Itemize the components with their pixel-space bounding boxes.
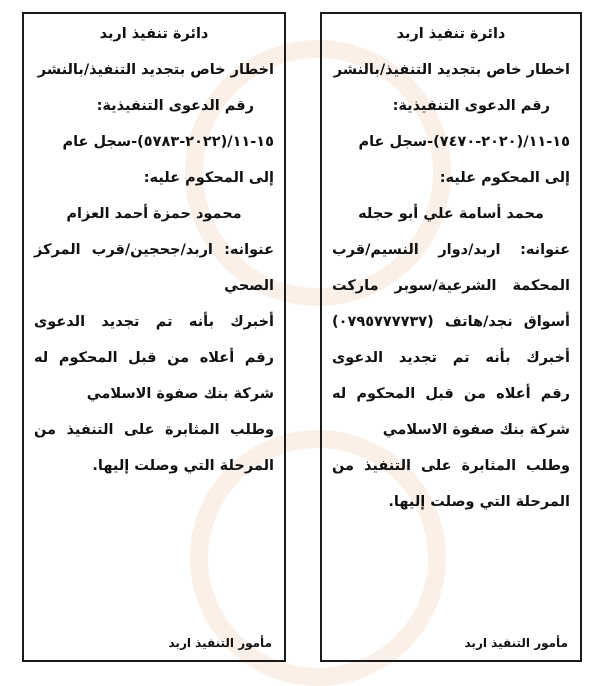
notice-title: دائرة تنفيذ اربد xyxy=(99,26,209,42)
address-line: عنوانه: اربد/دوار النسيم/قرب xyxy=(332,242,570,258)
to-label: إلى المحكوم عليه: xyxy=(439,170,570,186)
body-line: رقم أعلاه من قبل المحكوم له xyxy=(332,386,570,402)
address-line: أسواق نجد/هاتف (٠٧٩٥٧٧٧٧٣٧) xyxy=(332,314,570,330)
body-line: شركة بنك صفوة الاسلامي xyxy=(86,386,274,402)
defendant-name: محمود حمزة أحمد العزام xyxy=(66,206,242,222)
case-number: ١٥-١١/(٢٠٢٢-٥٧٨٣)-سجل عام xyxy=(62,134,274,150)
signature: مأمور التنفيذ اربد xyxy=(464,636,568,650)
notice-title: دائرة تنفيذ اربد xyxy=(396,26,506,42)
body-line: رقم أعلاه من قبل المحكوم له xyxy=(34,350,274,366)
body-line: المرحلة التي وصلت إليها. xyxy=(92,458,274,474)
body-line: شركة بنك صفوة الاسلامي xyxy=(382,422,570,438)
notice-subject: اخطار خاص بتجديد التنفيذ/بالنشر xyxy=(333,62,570,78)
notice-left xyxy=(22,12,286,662)
case-number: ١٥-١١/(٢٠٢٠-٧٤٧٠)-سجل عام xyxy=(358,134,570,150)
body-line: المرحلة التي وصلت إليها. xyxy=(388,494,570,510)
address-line: عنوانه: اربد/جحجين/قرب المركز xyxy=(34,242,274,258)
address-line: الصحي xyxy=(224,278,274,294)
notice-right xyxy=(320,12,582,662)
defendant-name: محمد أسامة علي أبو حجله xyxy=(358,206,544,222)
address-line: المحكمة الشرعية/سوبر ماركت xyxy=(332,278,570,294)
body-line: أخبرك بأنه تم تجديد الدعوى xyxy=(34,314,274,330)
notice-subject: اخطار خاص بتجديد التنفيذ/بالنشر xyxy=(37,62,274,78)
signature: مأمور التنفيذ اربد xyxy=(168,636,272,650)
to-label: إلى المحكوم عليه: xyxy=(143,170,274,186)
body-line: أخبرك بأنه تم تجديد الدعوى xyxy=(332,350,570,366)
case-label: رقم الدعوى التنفيذية: xyxy=(96,98,254,114)
body-line: وطلب المثابرة على التنفيذ من xyxy=(332,458,570,474)
body-line: وطلب المثابرة على التنفيذ من xyxy=(34,422,274,438)
case-label: رقم الدعوى التنفيذية: xyxy=(392,98,550,114)
